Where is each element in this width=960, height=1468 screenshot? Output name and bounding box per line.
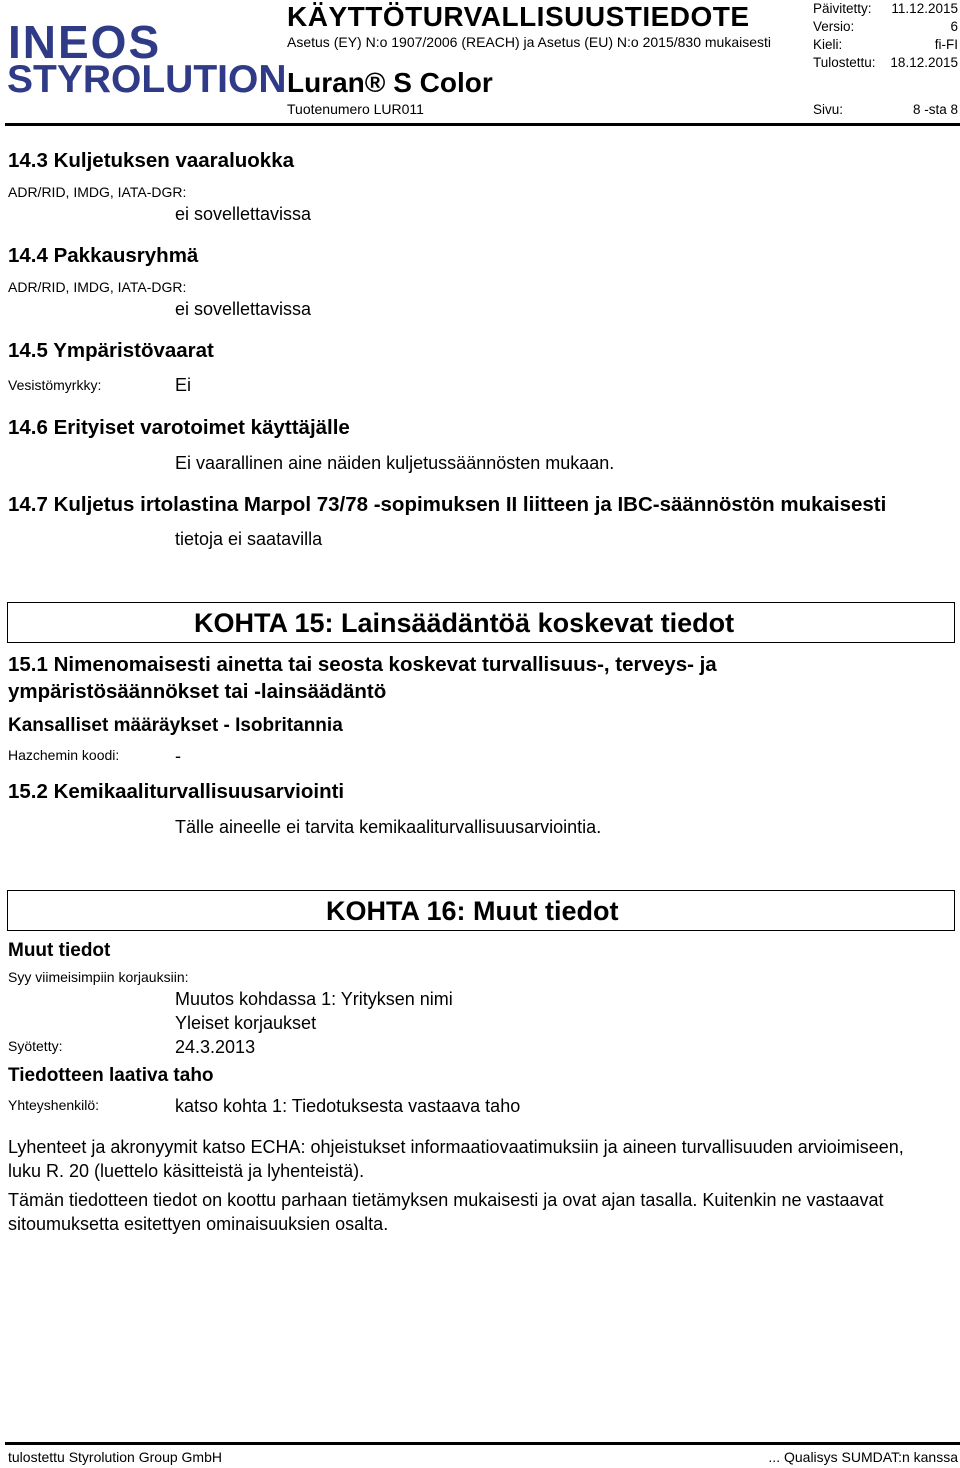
- value-revision-reason-2: Yleiset korjaukset: [175, 1013, 317, 1033]
- paragraph-abbreviations: Lyhenteet ja akronyymit katso ECHA: ohjeistukset informaatiovaatimuksiin ja aineen turvallisuuden arvioimiseen, luku R. 20 (luettelo käsitteistä ja lyhenteistä).: [8, 1137, 904, 1181]
- value-contact-person: katso kohta 1: Tiedotuksesta vastaava taho: [175, 1096, 521, 1116]
- heading-15-2: 15.2 Kemikaaliturvallisuusarviointi: [8, 780, 345, 803]
- product-number: Tuotenumero LUR011: [287, 101, 424, 117]
- meta-value-updated: 11.12.2015: [891, 1, 958, 16]
- value-14-7: tietoja ei saatavilla: [175, 529, 323, 549]
- value-entered: 24.3.2013: [175, 1037, 256, 1057]
- footer-printed-by: tulostettu Styrolution Group GmbH: [8, 1449, 222, 1465]
- logo-styrolution: STYROLUTION: [7, 58, 287, 101]
- heading-other-info: Muut tiedot: [8, 940, 111, 961]
- meta-label-printed: Tulostettu:: [813, 55, 876, 70]
- heading-14-6: 14.6 Erityiset varotoimet käyttäjälle: [8, 416, 350, 439]
- heading-15-1-line1: 15.1 Nimenomaisesti ainetta tai seosta koskevat turvallisuus-, terveys- ja: [8, 653, 717, 676]
- heading-14-5: 14.5 Ympäristövaarat: [8, 339, 214, 362]
- label-14-4: ADR/RID, IMDG, IATA-DGR:: [8, 279, 187, 295]
- footer-divider: [5, 1442, 960, 1445]
- page-label: Sivu:: [813, 102, 844, 117]
- value-14-6: Ei vaarallinen aine näiden kuljetussäännösten mukaan.: [175, 453, 615, 473]
- label-hazchem: Hazchemin koodi:: [8, 747, 120, 763]
- value-15-2: Tälle aineelle ei tarvita kemikaaliturvallisuusarviointia.: [175, 817, 602, 837]
- meta-label-updated: Päivitetty:: [813, 1, 872, 16]
- header-divider: [5, 123, 960, 126]
- meta-label-version: Versio:: [813, 19, 855, 34]
- meta-value-language: fi-FI: [934, 37, 958, 52]
- footer-qualisys: ... Qualisys SUMDAT:n kanssa: [768, 1449, 958, 1465]
- label-14-3: ADR/RID, IMDG, IATA-DGR:: [8, 184, 187, 200]
- value-hazchem: -: [175, 746, 181, 766]
- page-number: 8 -sta 8: [912, 102, 958, 117]
- section-15-title: KOHTA 15: Lainsäädäntöä koskevat tiedot: [194, 608, 735, 638]
- logo-ineos: INEOS: [8, 16, 162, 68]
- paragraph-disclaimer: Tämän tiedotteen tiedot on koottu parhaan tietämyksen mukaisesti ja ovat ajan tasalla. Kuitenkin ne vastaavat sitoumuksetta esitettyen ominaisuuksien osalta.: [8, 1190, 884, 1234]
- label-entered: Syötetty:: [8, 1038, 63, 1054]
- meta-label-language: Kieli:: [813, 37, 843, 52]
- heading-issuer: Tiedotteen laativa taho: [8, 1065, 214, 1086]
- label-revision-reason: Syy viimeisimpiin korjauksiin:: [8, 969, 189, 985]
- value-14-5: Ei: [175, 375, 192, 395]
- value-14-3: ei sovellettavissa: [175, 204, 312, 224]
- product-name: Luran® S Color: [287, 67, 493, 98]
- section-16-title: KOHTA 16: Muut tiedot: [326, 896, 619, 926]
- value-revision-reason-1: Muutos kohdassa 1: Yrityksen nimi: [175, 989, 453, 1009]
- heading-14-7: 14.7 Kuljetus irtolastina Marpol 73/78 -sopimuksen II liitteen ja IBC-säännöstön mukaisesti: [8, 493, 887, 516]
- label-contact-person: Yhteyshenkilö:: [8, 1097, 100, 1113]
- document-subtitle: Asetus (EY) N:o 1907/2006 (REACH) ja Asetus (EU) N:o 2015/830 mukaisesti: [287, 34, 771, 50]
- meta-value-printed: 18.12.2015: [890, 55, 958, 70]
- document-title: KÄYTTÖTURVALLISUUSTIEDOTE: [287, 1, 750, 32]
- value-14-4: ei sovellettavissa: [175, 299, 312, 319]
- label-14-5: Vesistömyrkky:: [8, 377, 102, 393]
- heading-15-1-line2: ympäristösäännökset tai -lainsäädäntö: [8, 680, 387, 703]
- heading-14-4: 14.4 Pakkausryhmä: [8, 244, 199, 267]
- heading-14-3: 14.3 Kuljetuksen vaaraluokka: [8, 149, 295, 172]
- meta-value-version: 6: [950, 19, 958, 34]
- heading-national-regulations: Kansalliset määräykset - Isobritannia: [8, 715, 343, 736]
